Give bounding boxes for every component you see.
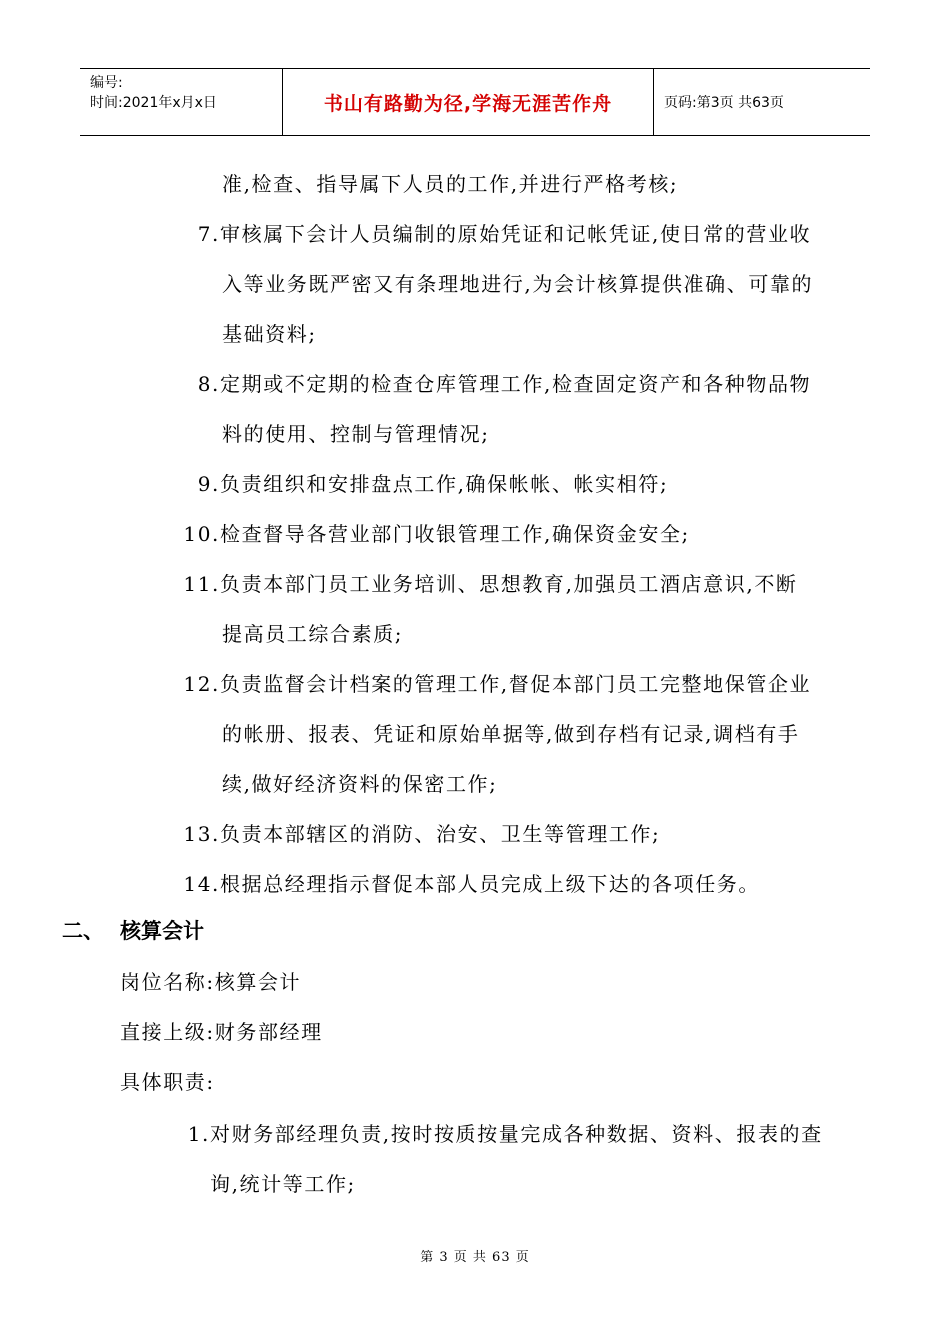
item-7	[186, 222, 811, 246]
item-6-continuation: 准,检查、指导属下人员的工作,并进行严格考核;	[222, 172, 679, 196]
duty-1-line-2: 询,统计等工作;	[210, 1172, 356, 1196]
item-number: 11.	[183, 572, 220, 596]
item-8	[186, 372, 811, 396]
page-header	[80, 68, 870, 136]
item-number: 10.	[183, 522, 220, 546]
header-meta	[80, 69, 282, 135]
item-number: 7.	[197, 222, 220, 246]
item-13	[174, 822, 660, 846]
item-11	[174, 572, 798, 596]
item-text: 负责组织和安排盘点工作,确保帐帐、帐实相符;	[220, 472, 669, 496]
item-12-line-2: 的帐册、报表、凭证和原始单据等,做到存档有记录,调档有手	[222, 722, 800, 746]
item-text: 审核属下会计人员编制的原始凭证和记帐凭证,使日常的营业收	[220, 222, 812, 246]
item-7-line-3: 基础资料;	[222, 322, 317, 346]
item-number: 1.	[187, 1122, 210, 1146]
section-heading	[62, 918, 204, 944]
item-12	[174, 672, 811, 696]
item-text: 对财务部经理负责,按时按质按量完成各种数据、资料、报表的查	[210, 1122, 823, 1146]
item-number: 9.	[197, 472, 220, 496]
item-text: 定期或不定期的检查仓库管理工作,检查固定资产和各种物品物	[220, 372, 812, 396]
post-name: 岗位名称:核算会计	[120, 970, 302, 994]
item-text: 负责本部辖区的消防、治安、卫生等管理工作;	[220, 822, 661, 846]
item-12-line-3: 续,做好经济资料的保密工作;	[222, 772, 498, 796]
item-14	[174, 872, 760, 896]
section-title: 核算会计	[120, 919, 204, 943]
item-7-line-2: 入等业务既严密又有条理地进行,为会计核算提供准确、可靠的	[222, 272, 814, 296]
header-motto: 书山有路勤为径,学海无涯苦作舟	[282, 69, 654, 135]
item-number: 8.	[197, 372, 220, 396]
item-text: 检查督导各营业部门收银管理工作,确保资金安全;	[220, 522, 690, 546]
item-number: 12.	[183, 672, 220, 696]
item-number: 14.	[183, 872, 220, 896]
item-text: 根据总经理指示督促本部人员完成上级下达的各项任务。	[220, 872, 760, 896]
direct-superior: 直接上级:财务部经理	[120, 1020, 323, 1044]
item-text: 负责本部门员工业务培训、思想教育,加强员工酒店意识,不断	[220, 572, 798, 596]
duty-1	[176, 1122, 823, 1146]
section-number: 二、	[62, 919, 104, 943]
date-label: 时间:2021年x月x日	[90, 95, 217, 111]
item-9	[186, 472, 668, 496]
item-text: 负责监督会计档案的管理工作,督促本部门员工完整地保管企业	[220, 672, 812, 696]
duties-label: 具体职责:	[120, 1070, 215, 1094]
item-number: 13.	[183, 822, 220, 846]
page-footer: 第 3 页 共 63 页	[420, 1250, 530, 1265]
item-8-line-2: 料的使用、控制与管理情况;	[222, 422, 490, 446]
item-10	[174, 522, 690, 546]
item-11-line-2: 提高员工综合素质;	[222, 622, 404, 646]
header-page-info: 页码:第3页 共63页	[664, 95, 784, 111]
serial-label: 编号:	[90, 75, 123, 91]
